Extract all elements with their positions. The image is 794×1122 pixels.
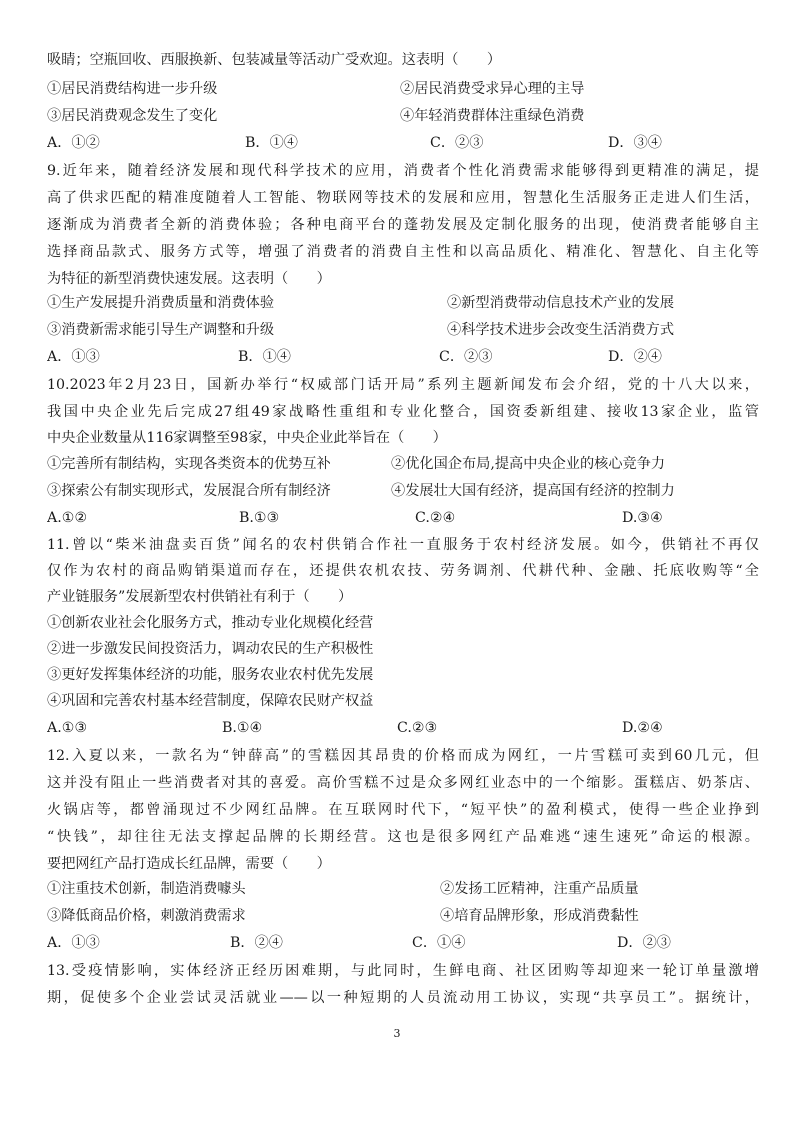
q12-option-3: ③降低商品价格，刺激消费需求	[47, 908, 246, 924]
q10-option-4: ④发展壮大国有经济，提高国有经济的控制力	[391, 483, 675, 499]
q9-choice-b: B．①④	[238, 349, 291, 365]
q12-option-2: ②发扬工匠精神，注重产品质量	[440, 881, 639, 897]
q9-option-3: ③消费新需求能引导生产调整和升级	[47, 322, 275, 338]
q8-choice-a: A．①②	[47, 135, 100, 151]
q9-option-2: ②新型消费带动信息技术产业的发展	[447, 295, 675, 311]
q8-answer-choices	[47, 130, 759, 157]
q12-answer-choices	[47, 930, 759, 957]
q8-option-3: ③居民消费观念发生了变化	[47, 108, 218, 124]
q10-options-row-1	[47, 451, 759, 478]
q11-choice-c: C.②③	[397, 720, 438, 736]
q9-option-1: ①生产发展提升消费质量和消费体验	[47, 295, 275, 311]
q12-options-row-2	[47, 903, 759, 930]
q12-stem-line: “快钱”，却往往无法支撑起品牌的长期经营。这也是很多网红产品难逃“速生速死”命运的根源。	[47, 829, 759, 845]
q11-stem-line: 11.曾以“柴米油盘卖百货”闻名的农村供销合作社一直服务于农村经济发展。如今，供销社不再仅	[47, 537, 759, 553]
q10-option-1: ①完善所有制结构，实现各类资本的优势互补	[47, 456, 331, 472]
q11-option-4: ④巩固和完善农村基本经营制度，保障农民财产权益	[47, 693, 374, 709]
q12-options-row-1	[47, 876, 759, 903]
q9-choice-d: D．②④	[608, 349, 662, 365]
q9-option-4: ④科学技术进步会改变生活消费方式	[447, 322, 675, 338]
q12-stem-line: 这并没有阻止一些消费者对其的喜爱。高价雪糕不过是众多网红业态中的一个缩影。蛋糕店、奶茶店、	[47, 775, 759, 791]
q10-option-3: ③探索公有制实现形式，发展混合所有制经济	[47, 483, 331, 499]
q12-choice-b: B．②④	[230, 935, 283, 951]
q8-option-4: ④年轻消费群体注重绿色消费	[400, 108, 585, 124]
q9-stem-line: 9.近年来，随着经济发展和现代科学技术的应用，消费者个性化消费需求能够得到更精准的满足，提	[47, 163, 759, 179]
q8-option-1: ①居民消费结构进一步升级	[47, 81, 218, 97]
q11-stem-line: 仅作为农村的商品购销渠道而存在，还提供农机农技、劳务调剂、代耕代种、金融、托底收购等“全	[47, 563, 759, 579]
q12-choice-c: C．①④	[412, 935, 466, 951]
q9-choice-c: C．②③	[439, 349, 493, 365]
q11-option-2: ②进一步激发民间投资活力，调动农民的生产积极性	[47, 641, 374, 657]
q11-option-1: ①创新农业社会化服务方式，推动专业化规模化经营	[47, 615, 374, 631]
q12-option-4: ④培育品牌形象，形成消费黏性	[440, 908, 639, 924]
q10-choice-b: B.①③	[239, 510, 280, 526]
q12-stem-line: 火锅店等，都曾涌现过不少网红品牌。在互联网时代下，“短平快”的盈利模式，使得一些企业挣到	[47, 802, 759, 818]
q12-stem-line: 要把网红产品打造成长红品牌，需要（ ）	[47, 856, 331, 872]
q13-stem-line: 13.受疫情影响，实体经济正经历困难期，与此同时，生鲜电商、社区团购等却迎来一轮订单量激增	[47, 963, 759, 979]
q11-option-3: ③更好发挥集体经济的功能，服务农业农村优先发展	[47, 667, 374, 683]
q8-choice-c: C．②③	[430, 135, 484, 151]
q10-option-2: ②优化国企布局,提高中央企业的核心竞争力	[391, 456, 666, 472]
q9-stem-line: 逐渐成为消费者全新的消费体验；各种电商平台的蓬勃发展及定制化服务的出现，使消费者能够自主	[47, 217, 759, 233]
q10-stem-line: 中央企业数量从116家调整至98家，中央企业此举旨在（ ）	[47, 430, 447, 446]
q8-choice-b: B．①④	[245, 135, 298, 151]
q10-choice-c: C.②④	[415, 510, 456, 526]
q11-choice-b: B.①④	[222, 720, 263, 736]
q8-option-2: ②居民消费受求异心理的主导	[400, 81, 585, 97]
q9-answer-choices	[47, 344, 759, 371]
q9-stem-line: 高了供求匹配的精准度随着人工智能、物联网等技术的发展和应用，智慧化生活服务正走进人们生活，	[47, 190, 759, 206]
q8-choice-d: D．③④	[608, 135, 662, 151]
q10-options-row-2	[47, 478, 759, 505]
q11-choice-d: D.②④	[622, 720, 663, 736]
q11-choice-a: A.①③	[47, 720, 88, 736]
q8-options-row-1	[47, 76, 759, 103]
q11-answer-choices	[47, 715, 759, 742]
q12-option-1: ①注重技术创新，制造消费噱头	[47, 881, 246, 897]
q8-options-row-2	[47, 103, 759, 130]
q12-choice-a: A．①③	[47, 935, 100, 951]
q9-stem-line: 为特征的新型消费快速发展。这表明（ ）	[47, 271, 331, 287]
q9-choice-a: A．①③	[47, 349, 100, 365]
q10-answer-choices	[47, 505, 759, 532]
q9-stem-line: 选择商品款式、服务方式等，增强了消费者的消费自主性和以高品质化、精准化、智慧化、自主化等	[47, 244, 759, 260]
q10-choice-d: D.③④	[622, 510, 663, 526]
q12-stem-line: 12.入夏以来，一款名为“钟薛高”的雪糕因其昂贵的价格而成为网红，一片雪糕可卖到60几元，但	[47, 748, 759, 764]
q10-stem-line: 10.2023年2月23日，国新办举行“权威部门话开局”系列主题新闻发布会介绍，党的十八大以来，	[47, 377, 759, 393]
q9-options-row-2	[47, 317, 759, 344]
q13-stem-line: 期，促使多个企业尝试灵活就业——以一种短期的人员流动用工协议，实现“共享员工”。据统计，	[47, 990, 759, 1006]
q9-options-row-1	[47, 290, 759, 317]
q12-choice-d: D．②③	[617, 935, 671, 951]
q11-stem-line: 产业链服务”发展新型农村供销社有利于（ ）	[47, 589, 353, 605]
q8-stem-tail: 吸睛；空瓶回收、西服换新、包装减量等活动广受欢迎。这表明（ ）	[47, 52, 502, 68]
q10-choice-a: A.①②	[47, 510, 88, 526]
q10-stem-line: 我国中央企业先后完成27组49家战略性重组和专业化整合，国资委新组建、接收13家企业，监管	[47, 404, 759, 420]
page-number: 3	[393, 1027, 401, 1040]
